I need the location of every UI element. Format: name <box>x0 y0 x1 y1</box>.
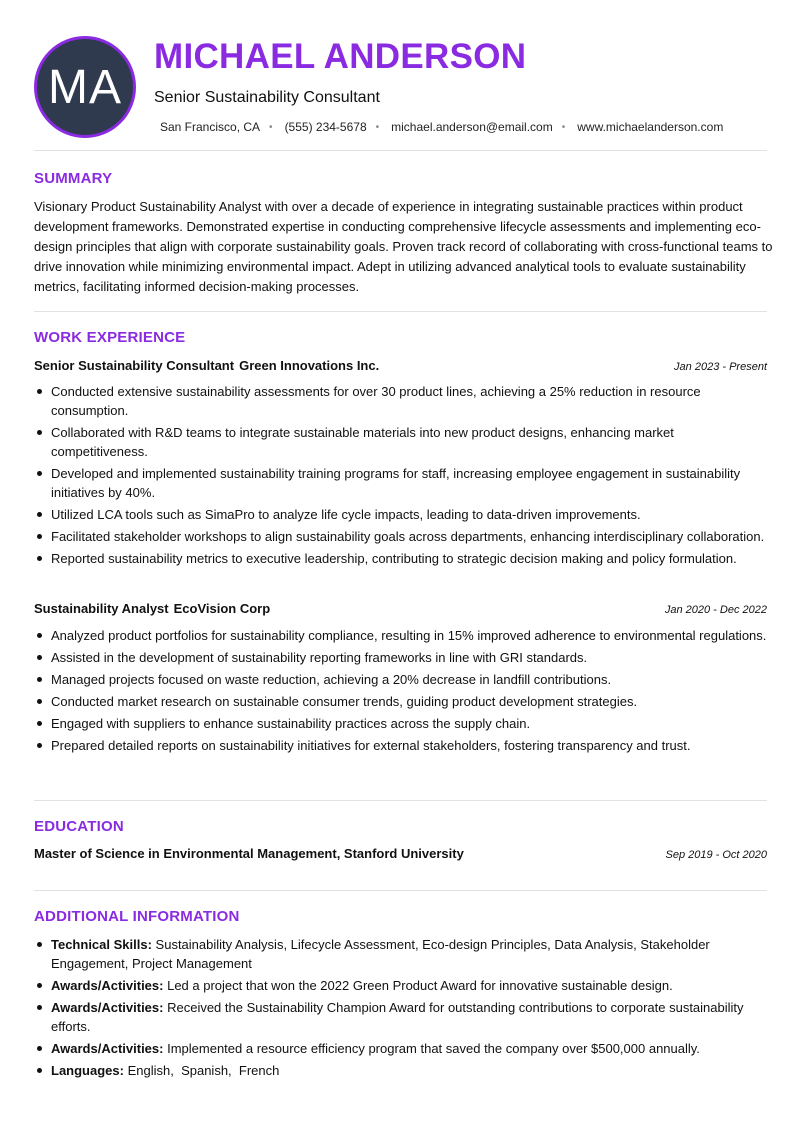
education-dates: Sep 2019 - Oct 2020 <box>665 849 767 861</box>
divider <box>34 800 767 801</box>
contact-location: San Francisco, CA <box>160 120 261 134</box>
item-text: Led a project that won the 2022 Green Product Award for innovative sustainable design. <box>167 978 673 993</box>
list-item: Conducted market research on sustainable consumer trends, guiding product development strategies. <box>34 692 769 711</box>
list-item: Collaborated with R&D teams to integrate sustainable materials into new product designs, enhancing market competitiveness. <box>34 423 769 461</box>
item-label: Awards/Activities: <box>51 1041 164 1056</box>
item-text: Sustainability Analysis, Lifecycle Assessment, Eco-design Principles, Data Analysis, Stakeholder Engagement, Project Management <box>51 937 710 971</box>
additional-bullets <box>34 935 769 1083</box>
job-company: EcoVision Corp <box>173 601 271 616</box>
list-item: Assisted in the development of sustainability reporting frameworks in line with GRI standards. <box>34 648 769 667</box>
job-role-line <box>34 601 270 616</box>
job-bullets <box>34 626 769 758</box>
item-text: Implemented a resource efficiency program that saved the company over $500,000 annually. <box>167 1041 700 1056</box>
list-item <box>34 1039 769 1058</box>
divider <box>34 311 767 312</box>
list-item <box>34 998 769 1036</box>
job-role: Senior Sustainability Consultant <box>34 358 235 373</box>
list-item: Managed projects focused on waste reduction, achieving a 20% decrease in landfill contributions. <box>34 670 769 689</box>
education-degree: Master of Science in Environmental Management, Stanford University <box>34 846 464 861</box>
list-item: Conducted extensive sustainability assessments for over 30 product lines, achieving a 25% reduction in resource consumption. <box>34 382 769 420</box>
contact-line <box>160 120 723 134</box>
divider <box>34 150 767 151</box>
job-header <box>34 358 767 373</box>
contact-website[interactable]: www.michaelanderson.com <box>577 120 724 134</box>
contact-email[interactable]: michael.anderson@email.com <box>391 120 553 134</box>
separator-dot: • <box>269 121 273 133</box>
section-title-education: EDUCATION <box>34 818 124 835</box>
item-label: Technical Skills: <box>51 937 152 952</box>
candidate-name: MICHAEL ANDERSON <box>154 37 527 76</box>
candidate-title: Senior Sustainability Consultant <box>154 89 380 106</box>
education-entry <box>34 846 767 861</box>
summary-text: Visionary Product Sustainability Analyst with over a decade of experience in integrating sustainable practices within product development frameworks. Demonstrated expertise in conducting comprehensive lifecycle assessments and implementing eco-design principles that align with corporate sustainability goals. Proven track record of collaborating with cross-functional teams to drive innovation while minimizing environmental impact. Adept in utilizing advanced analytical tools to evaluate sustainability metrics, facilitating informed decision-making processes. <box>34 199 773 294</box>
list-item <box>34 1061 769 1080</box>
avatar <box>34 36 136 138</box>
list-item: Developed and implemented sustainability training programs for staff, increasing employee engagement in sustainability initiatives by 40%. <box>34 464 769 502</box>
divider <box>34 890 767 891</box>
section-title-additional: ADDITIONAL INFORMATION <box>34 908 240 925</box>
list-item: Engaged with suppliers to enhance sustainability practices across the supply chain. <box>34 714 769 733</box>
job-company: Green Innovations Inc. <box>239 358 380 373</box>
list-item <box>34 935 769 973</box>
list-item: Reported sustainability metrics to executive leadership, contributing to strategic decision making and policy formulation. <box>34 549 769 568</box>
section-title-summary: SUMMARY <box>34 170 113 187</box>
list-item: Prepared detailed reports on sustainability initiatives for external stakeholders, fostering transparency and trust. <box>34 736 769 755</box>
job-role: Sustainability Analyst <box>34 601 169 616</box>
item-label: Awards/Activities: <box>51 1000 164 1015</box>
job-header <box>34 601 767 616</box>
list-item: Utilized LCA tools such as SimaPro to analyze life cycle impacts, leading to data-driven improvements. <box>34 505 769 524</box>
item-label: Awards/Activities: <box>51 978 164 993</box>
job-dates: Jan 2023 - Present <box>674 361 767 373</box>
list-item <box>34 976 769 995</box>
section-title-experience: WORK EXPERIENCE <box>34 329 186 346</box>
job-bullets <box>34 382 769 571</box>
item-text: English, Spanish, French <box>127 1063 280 1078</box>
list-item: Facilitated stakeholder workshops to align sustainability goals across departments, enhancing interdisciplinary collaboration. <box>34 527 769 546</box>
job-role-line <box>34 358 379 373</box>
contact-phone[interactable]: (555) 234-5678 <box>284 120 367 134</box>
item-text: Received the Sustainability Champion Award for outstanding contributions to corporate sustainability efforts. <box>51 1000 744 1034</box>
separator-dot: • <box>561 121 566 133</box>
job-dates: Jan 2020 - Dec 2022 <box>664 604 767 616</box>
avatar-initials: MA <box>48 60 122 114</box>
separator-dot: • <box>375 121 380 133</box>
list-item: Analyzed product portfolios for sustainability compliance, resulting in 15% improved adherence to environmental regulations. <box>34 626 769 645</box>
item-label: Languages: <box>51 1063 124 1078</box>
